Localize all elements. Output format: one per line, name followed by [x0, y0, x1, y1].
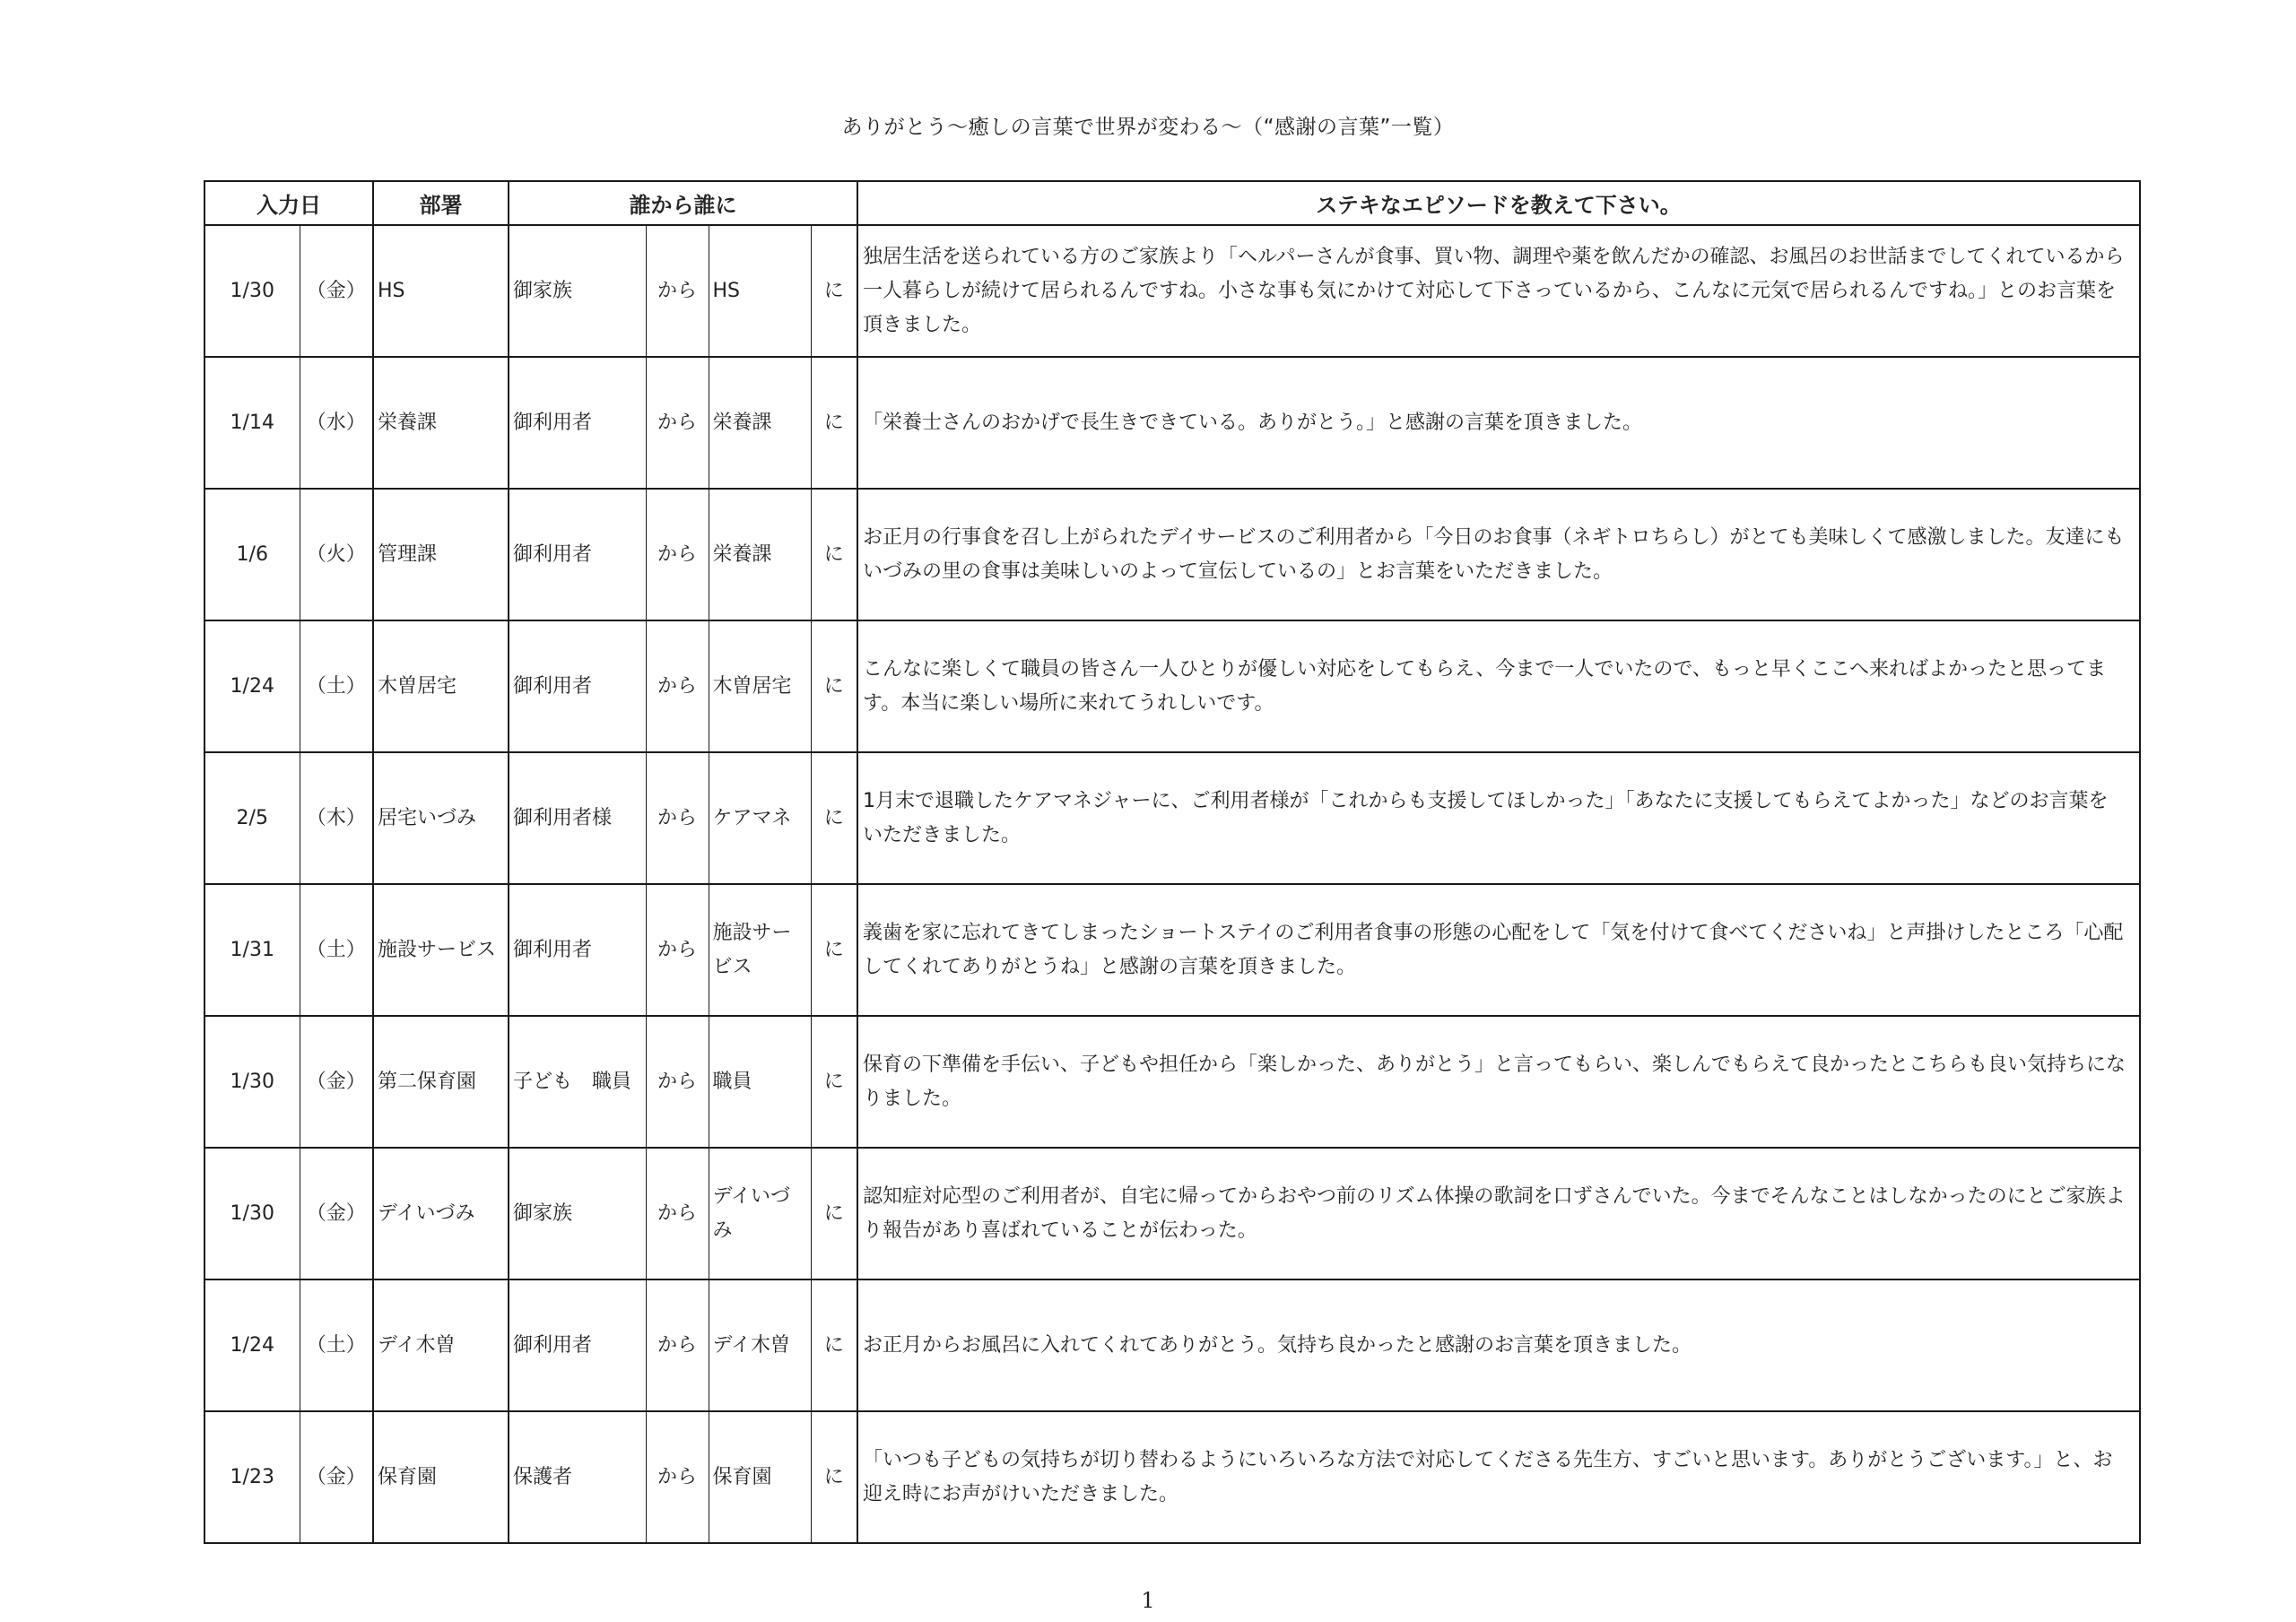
header-date: 入力日: [204, 181, 373, 225]
table-row: [204, 620, 2140, 752]
ni-cell: に: [811, 1279, 857, 1411]
from-cell: 御利用者: [509, 884, 646, 1016]
ni-cell: に: [811, 620, 857, 752]
from-cell: 御利用者: [509, 489, 646, 620]
date-cell: 1/30: [204, 1148, 300, 1279]
from-cell: 御家族: [509, 1148, 646, 1279]
episode-cell: 「栄養士さんのおかげで長生きできている。ありがとう。」と感謝の言葉を頂きました。: [857, 357, 2140, 489]
table-row: [204, 489, 2140, 620]
department-cell: デイいづみ: [373, 1148, 509, 1279]
kara-cell: から: [646, 225, 709, 357]
ni-cell: に: [811, 1148, 857, 1279]
department-cell: 保育園: [373, 1411, 509, 1543]
weekday-cell: （土）: [300, 884, 373, 1016]
date-cell: 1/24: [204, 1279, 300, 1411]
page-number: 1: [1141, 1588, 1155, 1613]
department-cell: デイ木曽: [373, 1279, 509, 1411]
from-cell: 御利用者: [509, 620, 646, 752]
department-cell: 管理課: [373, 489, 509, 620]
weekday-cell: （火）: [300, 489, 373, 620]
weekday-cell: （木）: [300, 752, 373, 884]
gratitude-table: [204, 180, 2141, 1544]
from-cell: 御利用者: [509, 357, 646, 489]
weekday-cell: （金）: [300, 1411, 373, 1543]
kara-cell: から: [646, 1279, 709, 1411]
to-cell: 施設サービス: [709, 884, 811, 1016]
ni-cell: に: [811, 752, 857, 884]
weekday-cell: （金）: [300, 1148, 373, 1279]
episode-cell: 保育の下準備を手伝い、子どもや担任から「楽しかった、ありがとう」と言ってもらい、楽しんでもらえて良かったとこちらも良い気持ちになりました。: [857, 1016, 2140, 1148]
header-department: 部署: [373, 181, 509, 225]
episode-cell: お正月の行事食を召し上がられたデイサービスのご利用者から「今日のお食事（ネギトロちらし）がとても美味しくて感激しました。友達にもいづみの里の食事は美味しいのよって宣伝しているの」とお言葉をいただきました。: [857, 489, 2140, 620]
weekday-cell: （水）: [300, 357, 373, 489]
date-cell: 1/14: [204, 357, 300, 489]
to-cell: デイ木曽: [709, 1279, 811, 1411]
weekday-cell: （土）: [300, 620, 373, 752]
from-cell: 御利用者: [509, 1279, 646, 1411]
to-cell: 栄養課: [709, 357, 811, 489]
table-row: [204, 1148, 2140, 1279]
date-cell: 1/6: [204, 489, 300, 620]
ni-cell: に: [811, 489, 857, 620]
department-cell: 施設サービス: [373, 884, 509, 1016]
episode-cell: こんなに楽しくて職員の皆さん一人ひとりが優しい対応をしてもらえ、今まで一人でいたので、もっと早くここへ来ればよかったと思ってます。本当に楽しい場所に来れてうれしいです。: [857, 620, 2140, 752]
ni-cell: に: [811, 1411, 857, 1543]
ni-cell: に: [811, 884, 857, 1016]
ni-cell: に: [811, 357, 857, 489]
kara-cell: から: [646, 357, 709, 489]
date-cell: 1/24: [204, 620, 300, 752]
weekday-cell: （土）: [300, 1279, 373, 1411]
department-cell: 栄養課: [373, 357, 509, 489]
from-cell: 御利用者様: [509, 752, 646, 884]
header-episode: ステキなエピソードを教えて下さい。: [857, 181, 2140, 225]
to-cell: 木曽居宅: [709, 620, 811, 752]
to-cell: ケアマネ: [709, 752, 811, 884]
episode-cell: 義歯を家に忘れてきてしまったショートステイのご利用者食事の形態の心配をして「気を付けて食べてくださいね」と声掛けしたところ「心配してくれてありがとうね」と感謝の言葉を頂きました。: [857, 884, 2140, 1016]
table-row: [204, 1279, 2140, 1411]
kara-cell: から: [646, 620, 709, 752]
department-cell: 居宅いづみ: [373, 752, 509, 884]
page-title: ありがとう～癒しの言葉で世界が変わる～（“感謝の言葉”一覧）: [841, 116, 1455, 139]
episode-cell: 独居生活を送られている方のご家族より「ヘルパーさんが食事、買い物、調理や薬を飲んだかの確認、お風呂のお世話までしてくれているから一人暮らしが続けて居られるんですね。小さな事も気にかけて対応して下さっているから、こんなに元気で居られるんですね。」とのお言葉を頂きました。: [857, 225, 2140, 357]
date-cell: 1/30: [204, 225, 300, 357]
to-cell: 栄養課: [709, 489, 811, 620]
table-row: [204, 752, 2140, 884]
table-row: [204, 357, 2140, 489]
table-row: [204, 884, 2140, 1016]
date-cell: 2/5: [204, 752, 300, 884]
department-cell: 木曽居宅: [373, 620, 509, 752]
table-row: [204, 1411, 2140, 1543]
header-row: [204, 181, 2140, 225]
ni-cell: に: [811, 225, 857, 357]
weekday-cell: （金）: [300, 225, 373, 357]
table-body: [204, 225, 2140, 1543]
episode-cell: お正月からお風呂に入れてくれてありがとう。気持ち良かったと感謝のお言葉を頂きました。: [857, 1279, 2140, 1411]
department-cell: 第二保育園: [373, 1016, 509, 1148]
date-cell: 1/31: [204, 884, 300, 1016]
department-cell: HS: [373, 225, 509, 357]
kara-cell: から: [646, 752, 709, 884]
episode-cell: 認知症対応型のご利用者が、自宅に帰ってからおやつ前のリズム体操の歌詞を口ずさんでいた。今までそんなことはしなかったのにとご家族より報告があり喜ばれていることが伝わった。: [857, 1148, 2140, 1279]
to-cell: 保育園: [709, 1411, 811, 1543]
to-cell: デイいづみ: [709, 1148, 811, 1279]
header-from-to: 誰から誰に: [509, 181, 857, 225]
from-cell: 子ども 職員: [509, 1016, 646, 1148]
kara-cell: から: [646, 489, 709, 620]
kara-cell: から: [646, 884, 709, 1016]
kara-cell: から: [646, 1016, 709, 1148]
from-cell: 保護者: [509, 1411, 646, 1543]
to-cell: 職員: [709, 1016, 811, 1148]
date-cell: 1/23: [204, 1411, 300, 1543]
kara-cell: から: [646, 1148, 709, 1279]
table-row: [204, 225, 2140, 357]
episode-cell: 「いつも子どもの気持ちが切り替わるようにいろいろな方法で対応してくださる先生方、すごいと思います。ありがとうございます。」と、お迎え時にお声がけいただきました。: [857, 1411, 2140, 1543]
ni-cell: に: [811, 1016, 857, 1148]
weekday-cell: （金）: [300, 1016, 373, 1148]
episode-cell: 1月末で退職したケアマネジャーに、ご利用者様が「これからも支援してほしかった」「あなたに支援してもらえてよかった」などのお言葉をいただきました。: [857, 752, 2140, 884]
kara-cell: から: [646, 1411, 709, 1543]
from-cell: 御家族: [509, 225, 646, 357]
table-row: [204, 1016, 2140, 1148]
date-cell: 1/30: [204, 1016, 300, 1148]
to-cell: HS: [709, 225, 811, 357]
